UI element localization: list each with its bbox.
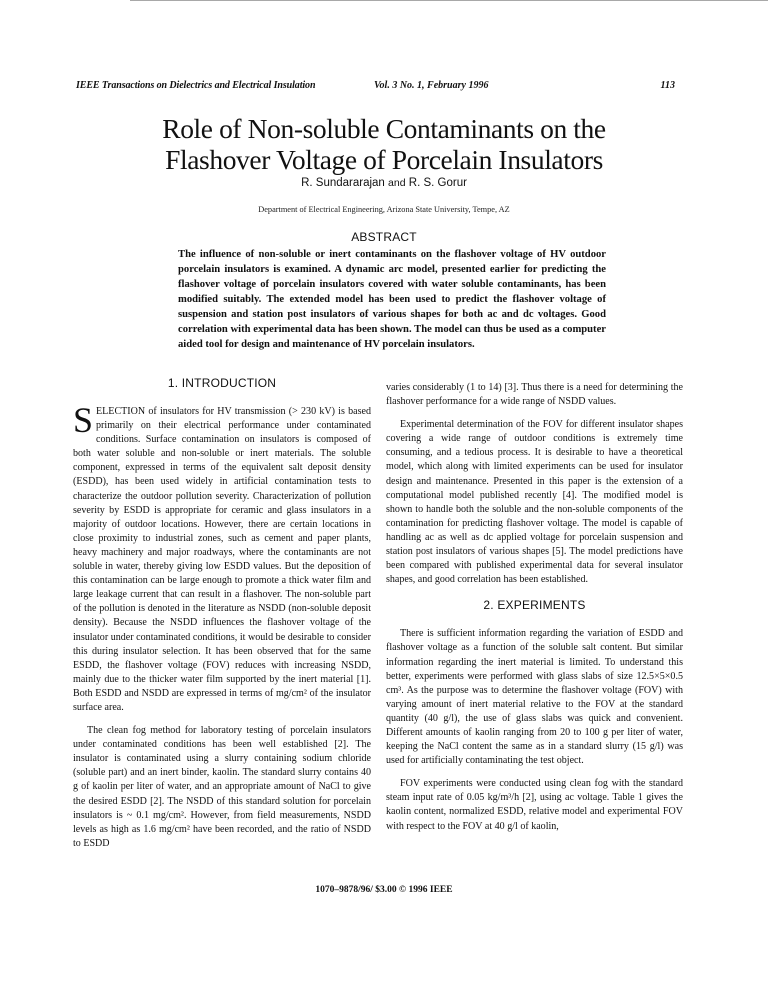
author-1: R. Sundararajan xyxy=(301,177,385,189)
left-column xyxy=(73,375,371,860)
drop-cap: S xyxy=(73,400,94,440)
authors xyxy=(0,177,768,189)
intro-paragraph-1-text: of insulators for HV transmission (> 230 kV) is based primarily on their electrical performance under contaminated conditions. Surface contamination on insulators is composed of both water soluble and non-soluble or inert materials. The soluble component, expressed in terms of the equivalent salt deposit density (ESDD), has been used widely in artificial contamination tests to characterize the outdoor pollution severity. Characterization of pollution severity by ESDD is appropriate for ceramic and glass insulators in a majority of outdoor locations. However, there are certain locations in close proximity to industrial zones, such as cement and paper plants, heavy machinery and major roadways, where the contaminants are not soluble in water, thereby giving low ESDD values. But the deposition of this contamination can be large enough to promote a thick water film and large leakage current that can result in a flashover. The non-soluble part of the pollution is denoted in the literature as NSDD (non-soluble deposit density). Because the NSDD influences the flashover voltage of the insulator under contaminated conditions, it would be desirable to consider this during insulator selection. It has been observed that for the same ESDD, the flashover voltage (FOV) reduces with increasing NSDD, mainly due to the thicker water film supported by the inert material [1]. Both ESDD and NSDD are expressed in terms of mg/cm² of the insulator surface area. xyxy=(73,406,371,713)
section-heading-introduction: 1. INTRODUCTION xyxy=(167,376,277,390)
author-conjunction: and xyxy=(388,177,406,189)
intro-paragraph-1 xyxy=(73,400,371,715)
running-head xyxy=(76,80,683,96)
intro-paragraph-3: Experimental determination of the FOV for different insulator shapes covering a wide range of outdoor conditions is extremely time consuming, and a tedious process. It is desirable to have a theoretical model, which along with limited experiments can be used for insulator design and maintenance. Presented in this paper is the extension of a computational model published recently [4]. The modified model is shown to handle both the soluble and the non-soluble components of the contamination for predicting flashover voltage. The model is capable of handling ac as well as dc applied voltage for porcelain suspension and station post insulators of various shapes [5]. The model predictions have been compared with published experimental data for several insulator shapes, and good correlation has been established. xyxy=(386,419,683,586)
section-heading-experiments: 2. EXPERIMENTS xyxy=(483,598,586,613)
abstract-heading: ABSTRACT xyxy=(351,230,417,244)
page-number: 113 xyxy=(660,80,675,91)
paper-title xyxy=(0,113,768,175)
lead-word: ELECTION xyxy=(96,406,146,417)
volume-issue: Vol. 3 No. 1, February 1996 xyxy=(374,80,489,91)
experiments-paragraph-1: There is sufficient information regarding the variation of ESDD and flashover voltage as a function of the soluble salt content. But similar information regarding the inert material is limited. To understand this better, experiments were performed with glass slabs of size 12.5×5×0.5 cm³. As the purpose was to determine the flashover voltage (FOV) with varying amount of inert material relative to the FOV at the standard quantity (40 g/l), the use of glass slabs was quick and convenient. Different amounts of kaolin ranging from 20 to 100 g per liter of water, keeping the NaCl content the same as in a standard slurry (15 g/l) was used for artificially contaminating the test object. xyxy=(386,628,683,767)
intro-paragraph-2: The clean fog method for laboratory testing of porcelain insulators under contaminated conditions has been well established [2]. The insulator is contaminated using a slurry containing sodium chloride (soluble part) and an inert binder, kaolin. The standard slurry contains 40 g of kaolin per liter of water, and an appropriate amount of NaCl to give the desired ESDD [2]. The NSDD of this standard solution for porcelain insulators is ~ 0.1 mg/cm². However, from field measurements, NSDD levels as high as 1.6 mg/cm² have been recorded, and the ratio of NSDD to ESDD xyxy=(73,725,371,849)
author-2: R. S. Gorur xyxy=(408,177,467,189)
right-column xyxy=(386,381,683,843)
experiments-paragraph-2: FOV experiments were conducted using clean fog with the standard steam input rate of 0.05 kg/m³/h [2], using ac voltage. Table 1 gives the kaolin content, normalized ESDD, relative model and experimental FOV with respect to the FOV at 40 g/l of kaolin, xyxy=(386,778,683,832)
title-line-1: Role of Non-soluble Contaminants on the xyxy=(162,113,606,144)
abstract-text: The influence of non-soluble or inert contaminants on the flashover voltage of HV outdoor porcelain insulators is examined. A dynamic arc model, presented earlier for predicting the flashover voltage of porcelain insulators covered with water soluble contaminants, has been modified suitably. The extended model has been used to predict the flashover voltage of suspension and station post insulators of various shapes for both ac and dc voltages. Good correlation with experimental data has been shown. The model can thus be used as a computer aided tool for design and maintenance of HV porcelain insulators. xyxy=(178,249,606,350)
top-rule xyxy=(130,0,768,1)
copyright-footer: 1070–9878/96/ $3.00 © 1996 IEEE xyxy=(315,885,453,895)
affiliation: Department of Electrical Engineering, Arizona State University, Tempe, AZ xyxy=(258,205,510,214)
intro-paragraph-2-continued: varies considerably (1 to 14) [3]. Thus there is a need for determining the flashover performance for a wide range of NSDD values. xyxy=(386,382,683,408)
title-line-2: Flashover Voltage of Porcelain Insulators xyxy=(165,144,603,175)
journal-name: IEEE Transactions on Dielectrics and Electrical Insulation xyxy=(76,80,316,91)
